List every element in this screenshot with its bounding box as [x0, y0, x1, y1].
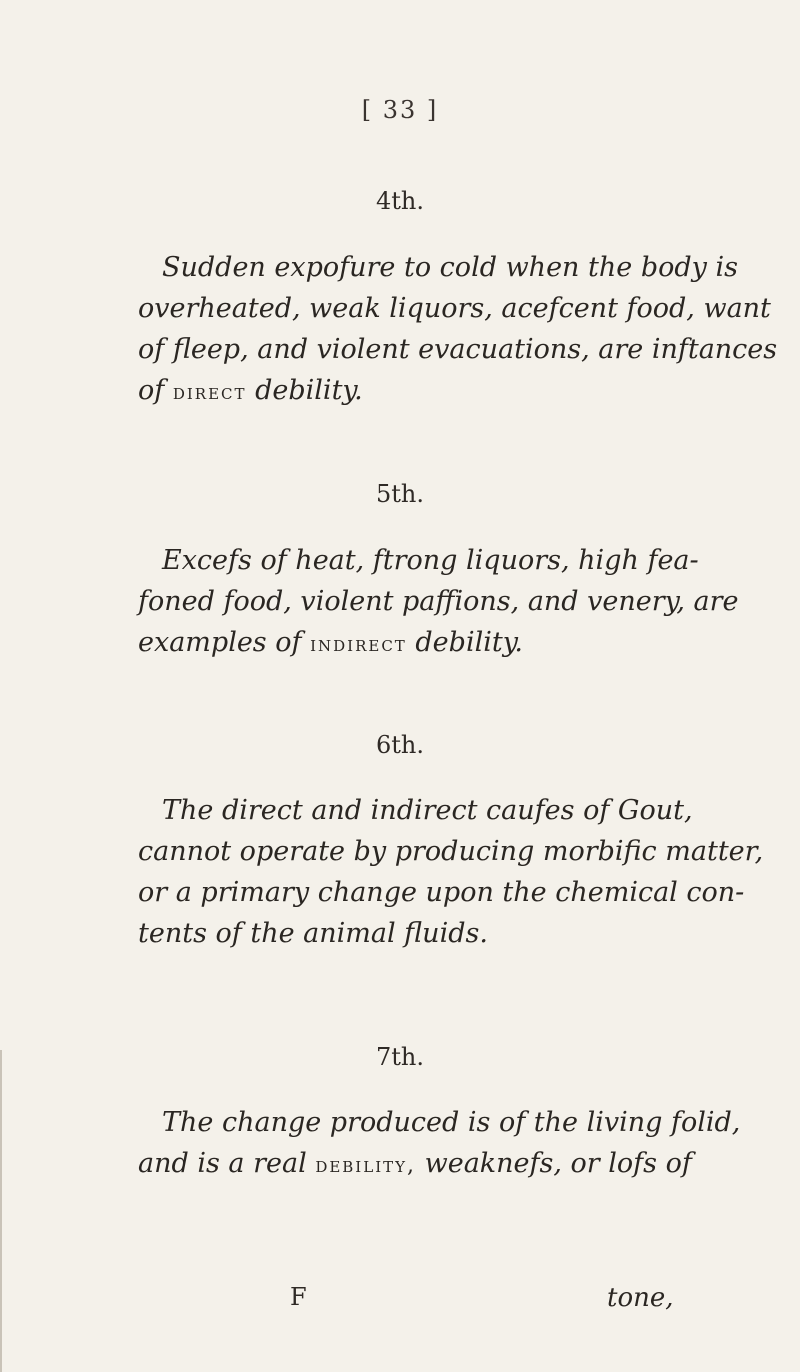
- section-number: 6th.: [376, 731, 424, 759]
- small-caps-term: direct: [172, 380, 247, 405]
- page-edge-line: [0, 1050, 2, 1372]
- small-caps-term: debility,: [315, 1153, 417, 1178]
- text-line: Excefs of heat, ftrong liquors, high fea-: [162, 545, 699, 576]
- catchword: tone,: [607, 1283, 674, 1313]
- text-line: Sudden expofure to cold when the body is: [162, 252, 738, 283]
- signature-mark: F: [290, 1283, 307, 1311]
- text-line: foned food, violent paffions, and venery, are: [138, 586, 739, 617]
- page-number: [ 33 ]: [361, 96, 439, 124]
- paragraph: [138, 247, 778, 413]
- paragraph: [138, 540, 739, 665]
- text-line: and is a real debility, weaknefs, or lofs of: [138, 1148, 692, 1179]
- paragraph: [138, 1102, 741, 1186]
- paragraph: [138, 790, 764, 954]
- text-line: or a primary change upon the chemical con-: [138, 877, 745, 908]
- page-footer: [0, 1283, 800, 1319]
- text-line: The direct and indirect caufes of Gout,: [162, 795, 693, 826]
- section-number: 5th.: [376, 480, 424, 508]
- section-number: 7th.: [376, 1043, 424, 1071]
- text-line: The change produced is of the living folid,: [162, 1107, 741, 1138]
- text-line: cannot operate by producing morbific matter,: [138, 836, 764, 867]
- text-line: examples of indirect debility.: [138, 627, 523, 658]
- small-caps-term: indirect: [310, 632, 407, 657]
- section-number: 4th.: [376, 187, 424, 215]
- text-line: overheated, weak liquors, acefcent food, want: [138, 293, 771, 324]
- text-line: tents of the animal fluids.: [138, 918, 488, 949]
- text-line: of direct debility.: [138, 375, 363, 406]
- text-line: of fleep, and violent evacuations, are inftances: [138, 334, 778, 365]
